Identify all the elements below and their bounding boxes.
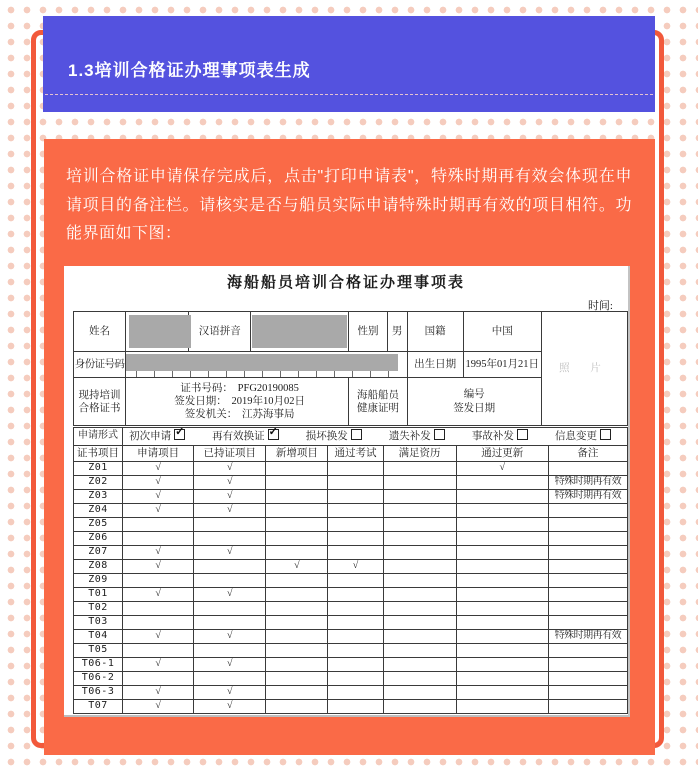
item-check-cell	[266, 574, 328, 588]
item-row	[74, 700, 628, 714]
item-check-cell	[194, 532, 266, 546]
item-check-cell: √	[194, 658, 266, 672]
item-row	[74, 630, 628, 644]
item-row	[74, 616, 628, 630]
item-check-cell: √	[194, 630, 266, 644]
item-code: T06-1	[74, 658, 123, 672]
item-remark	[548, 518, 627, 532]
item-check-cell: √	[123, 476, 194, 490]
health-issue-date-label: 签发日期	[453, 402, 496, 414]
item-code: Z03	[74, 490, 123, 504]
item-check-cell	[328, 532, 383, 546]
item-remark: 特殊时期再有效	[548, 490, 627, 504]
item-remark: 特殊时期再有效	[548, 630, 627, 644]
items-header-row	[74, 446, 628, 462]
item-check-cell	[266, 700, 328, 714]
apply-form-label: 申请形式	[74, 428, 123, 446]
item-check-cell	[383, 658, 456, 672]
item-remark	[548, 588, 627, 602]
item-check-cell	[266, 588, 328, 602]
item-remark	[548, 700, 627, 714]
item-check-cell	[383, 574, 456, 588]
checkbox-unchecked-icon	[351, 429, 362, 440]
apply-option-label: 信息变更	[554, 431, 597, 443]
apply-form-options	[123, 429, 627, 443]
item-remark	[548, 532, 627, 546]
item-code: T03	[74, 616, 123, 630]
item-check-cell	[328, 574, 383, 588]
item-check-cell	[328, 518, 383, 532]
item-remark	[548, 616, 627, 630]
item-check-cell	[328, 686, 383, 700]
item-check-cell	[123, 602, 194, 616]
item-check-cell	[456, 588, 548, 602]
redacted-pinyin-value	[252, 315, 347, 348]
item-code: Z04	[74, 504, 123, 518]
apply-option-label: 损坏换发	[305, 431, 348, 443]
content-panel	[44, 139, 655, 755]
item-row	[74, 490, 628, 504]
item-check-cell	[266, 546, 328, 560]
item-check-cell	[266, 686, 328, 700]
pinyin-label: 汉语拼音	[189, 312, 251, 352]
apply-option-label: 再有效换证	[212, 431, 265, 443]
apply-option	[129, 429, 185, 443]
item-check-cell	[266, 518, 328, 532]
item-check-cell	[194, 602, 266, 616]
item-remark	[548, 602, 627, 616]
item-check-cell: √	[194, 490, 266, 504]
item-check-cell: √	[194, 686, 266, 700]
item-code: Z07	[74, 546, 123, 560]
item-check-cell	[194, 616, 266, 630]
item-check-cell	[456, 490, 548, 504]
apply-option	[212, 429, 279, 443]
item-check-cell	[328, 462, 383, 476]
item-code: Z09	[74, 574, 123, 588]
cert-issue-org-value: 江苏海事局	[242, 409, 295, 421]
item-check-cell	[266, 532, 328, 546]
checkbox-checked-icon	[174, 429, 185, 440]
item-row	[74, 672, 628, 686]
item-remark	[548, 672, 627, 686]
item-check-cell	[266, 630, 328, 644]
item-check-cell	[328, 672, 383, 686]
item-check-cell	[266, 672, 328, 686]
item-check-cell: √	[123, 560, 194, 574]
apply-option-label: 初次申请	[129, 431, 172, 443]
item-check-cell	[266, 658, 328, 672]
item-row	[74, 476, 628, 490]
item-check-cell	[383, 630, 456, 644]
item-check-cell: √	[194, 588, 266, 602]
item-check-cell	[383, 560, 456, 574]
item-check-cell	[383, 616, 456, 630]
item-check-cell	[266, 504, 328, 518]
item-check-cell: √	[123, 490, 194, 504]
item-check-cell	[328, 602, 383, 616]
column-header: 新增项目	[266, 446, 328, 462]
item-check-cell	[328, 476, 383, 490]
gender-value: 男	[387, 312, 407, 352]
column-header: 备注	[548, 446, 627, 462]
item-check-cell: √	[328, 560, 383, 574]
item-row	[74, 686, 628, 700]
item-check-cell	[328, 546, 383, 560]
item-check-cell	[266, 490, 328, 504]
birth-date-value: 1995年01月21日	[463, 352, 541, 378]
item-check-cell	[328, 588, 383, 602]
item-check-cell	[383, 518, 456, 532]
item-check-cell	[456, 602, 548, 616]
item-row	[74, 546, 628, 560]
item-check-cell: √	[194, 546, 266, 560]
item-code: T02	[74, 602, 123, 616]
apply-option-label: 事故补发	[471, 431, 514, 443]
item-check-cell: √	[123, 504, 194, 518]
time-label: 时间:	[587, 300, 613, 312]
item-row	[74, 644, 628, 658]
item-check-cell	[123, 672, 194, 686]
item-check-cell	[123, 532, 194, 546]
checkbox-unchecked-icon	[434, 429, 445, 440]
item-code: T01	[74, 588, 123, 602]
item-row	[74, 560, 628, 574]
form-screenshot	[64, 266, 630, 717]
item-check-cell	[383, 672, 456, 686]
item-check-cell	[456, 630, 548, 644]
item-code: Z06	[74, 532, 123, 546]
item-check-cell	[266, 476, 328, 490]
item-check-cell	[383, 490, 456, 504]
banner-dashed-divider	[45, 94, 653, 95]
item-check-cell	[328, 644, 383, 658]
item-check-cell	[328, 700, 383, 714]
redacted-id-number-value	[126, 354, 398, 371]
health-number-label: 编号	[463, 389, 485, 401]
health-cert-label: 海船船员 健康证明	[349, 378, 407, 426]
item-check-cell	[194, 644, 266, 658]
item-remark	[548, 546, 627, 560]
item-code: T05	[74, 644, 123, 658]
redacted-name-value	[129, 315, 191, 348]
apply-option	[389, 429, 445, 443]
item-row	[74, 588, 628, 602]
item-check-cell	[456, 644, 548, 658]
item-row	[74, 518, 628, 532]
current-cert-label: 现持培训 合格证书	[74, 378, 126, 426]
column-header: 申请项目	[123, 446, 194, 462]
item-check-cell	[383, 532, 456, 546]
item-check-cell	[456, 518, 548, 532]
nationality-value: 中国	[463, 312, 541, 352]
item-check-cell	[328, 504, 383, 518]
column-header: 通过更新	[456, 446, 548, 462]
item-remark	[548, 462, 627, 476]
item-check-cell: √	[194, 504, 266, 518]
item-remark	[548, 574, 627, 588]
item-row	[74, 602, 628, 616]
column-header: 证书项目	[74, 446, 123, 462]
item-check-cell: √	[123, 630, 194, 644]
item-check-cell	[383, 476, 456, 490]
apply-form-options-cell	[123, 428, 628, 446]
item-remark: 特殊时期再有效	[548, 476, 627, 490]
name-label: 姓名	[74, 312, 126, 352]
item-row	[74, 504, 628, 518]
item-check-cell	[328, 616, 383, 630]
item-check-cell	[328, 658, 383, 672]
item-check-cell: √	[123, 588, 194, 602]
item-check-cell	[123, 616, 194, 630]
item-check-cell	[123, 518, 194, 532]
item-remark	[548, 658, 627, 672]
item-check-cell: √	[123, 700, 194, 714]
item-check-cell	[456, 504, 548, 518]
column-header: 已持证项目	[194, 446, 266, 462]
item-remark	[548, 560, 627, 574]
form-title: 海船船员培训合格证办理事项表	[226, 275, 465, 291]
item-check-cell	[456, 616, 548, 630]
cert-number-value: PFG20190085	[237, 382, 299, 394]
apply-option-label: 遗失补发	[388, 431, 431, 443]
item-check-cell	[456, 700, 548, 714]
column-header: 满足资历	[383, 446, 456, 462]
cert-items-table	[73, 427, 628, 714]
item-check-cell	[194, 518, 266, 532]
item-check-cell: √	[123, 686, 194, 700]
apply-option	[472, 429, 528, 443]
item-check-cell	[194, 672, 266, 686]
item-check-cell	[383, 546, 456, 560]
item-check-cell: √	[123, 658, 194, 672]
item-row	[74, 462, 628, 476]
cert-issue-date-value: 2019年10月02日	[231, 395, 306, 407]
item-row	[74, 658, 628, 672]
item-check-cell	[328, 490, 383, 504]
nationality-label: 国籍	[407, 312, 463, 352]
item-remark	[548, 504, 627, 518]
item-check-cell: √	[123, 546, 194, 560]
item-check-cell	[194, 574, 266, 588]
item-check-cell	[456, 574, 548, 588]
birth-date-label: 出生日期	[407, 352, 463, 378]
item-check-cell	[383, 462, 456, 476]
column-header: 通过考试	[328, 446, 383, 462]
item-check-cell	[328, 630, 383, 644]
item-code: Z05	[74, 518, 123, 532]
item-check-cell	[266, 616, 328, 630]
item-remark	[548, 686, 627, 700]
item-check-cell	[123, 644, 194, 658]
apply-option	[555, 429, 611, 443]
item-check-cell: √	[194, 476, 266, 490]
item-check-cell	[456, 672, 548, 686]
item-check-cell	[266, 644, 328, 658]
item-code: Z08	[74, 560, 123, 574]
health-cert-meta	[407, 378, 541, 426]
item-check-cell	[383, 504, 456, 518]
checkbox-unchecked-icon	[600, 429, 611, 440]
item-code: T07	[74, 700, 123, 714]
item-row	[74, 532, 628, 546]
item-check-cell	[456, 476, 548, 490]
item-code: T06-3	[74, 686, 123, 700]
item-check-cell	[123, 574, 194, 588]
id-number-label: 身份证号码	[74, 352, 126, 378]
item-check-cell	[383, 602, 456, 616]
item-check-cell	[456, 546, 548, 560]
item-check-cell	[383, 686, 456, 700]
item-check-cell: √	[456, 462, 548, 476]
current-cert-details: 证书号码： PFG20190085 签发日期： 2019年10月02日 签发机关： 江苏海事局	[126, 378, 349, 426]
section-header-banner	[43, 16, 655, 112]
section-title: 1.3培训合格证办理事项表生成	[68, 61, 311, 80]
item-check-cell	[194, 560, 266, 574]
item-row	[74, 574, 628, 588]
item-check-cell	[456, 686, 548, 700]
item-check-cell	[383, 644, 456, 658]
item-check-cell: √	[266, 560, 328, 574]
item-code: Z01	[74, 462, 123, 476]
checkbox-checked-icon	[268, 429, 279, 440]
item-check-cell: √	[123, 462, 194, 476]
checkbox-unchecked-icon	[517, 429, 528, 440]
item-check-cell	[456, 560, 548, 574]
item-check-cell	[266, 602, 328, 616]
photo-placeholder: 照 片	[541, 312, 627, 426]
item-check-cell	[266, 462, 328, 476]
gender-label: 性别	[349, 312, 387, 352]
item-check-cell: √	[194, 700, 266, 714]
item-code: T06-2	[74, 672, 123, 686]
item-check-cell	[383, 588, 456, 602]
item-remark	[548, 644, 627, 658]
item-check-cell: √	[194, 462, 266, 476]
item-check-cell	[456, 532, 548, 546]
item-code: Z02	[74, 476, 123, 490]
apply-option	[306, 429, 362, 443]
item-check-cell	[383, 700, 456, 714]
item-check-cell	[456, 658, 548, 672]
item-code: T04	[74, 630, 123, 644]
intro-text: 培训合格证申请保存完成后，点击"打印申请表"，特殊时期再有效会体现在申请项目的备注栏。请核实是否与船员实际申请特殊时期再有效的项目相符。功能界面如下图：	[66, 168, 632, 242]
